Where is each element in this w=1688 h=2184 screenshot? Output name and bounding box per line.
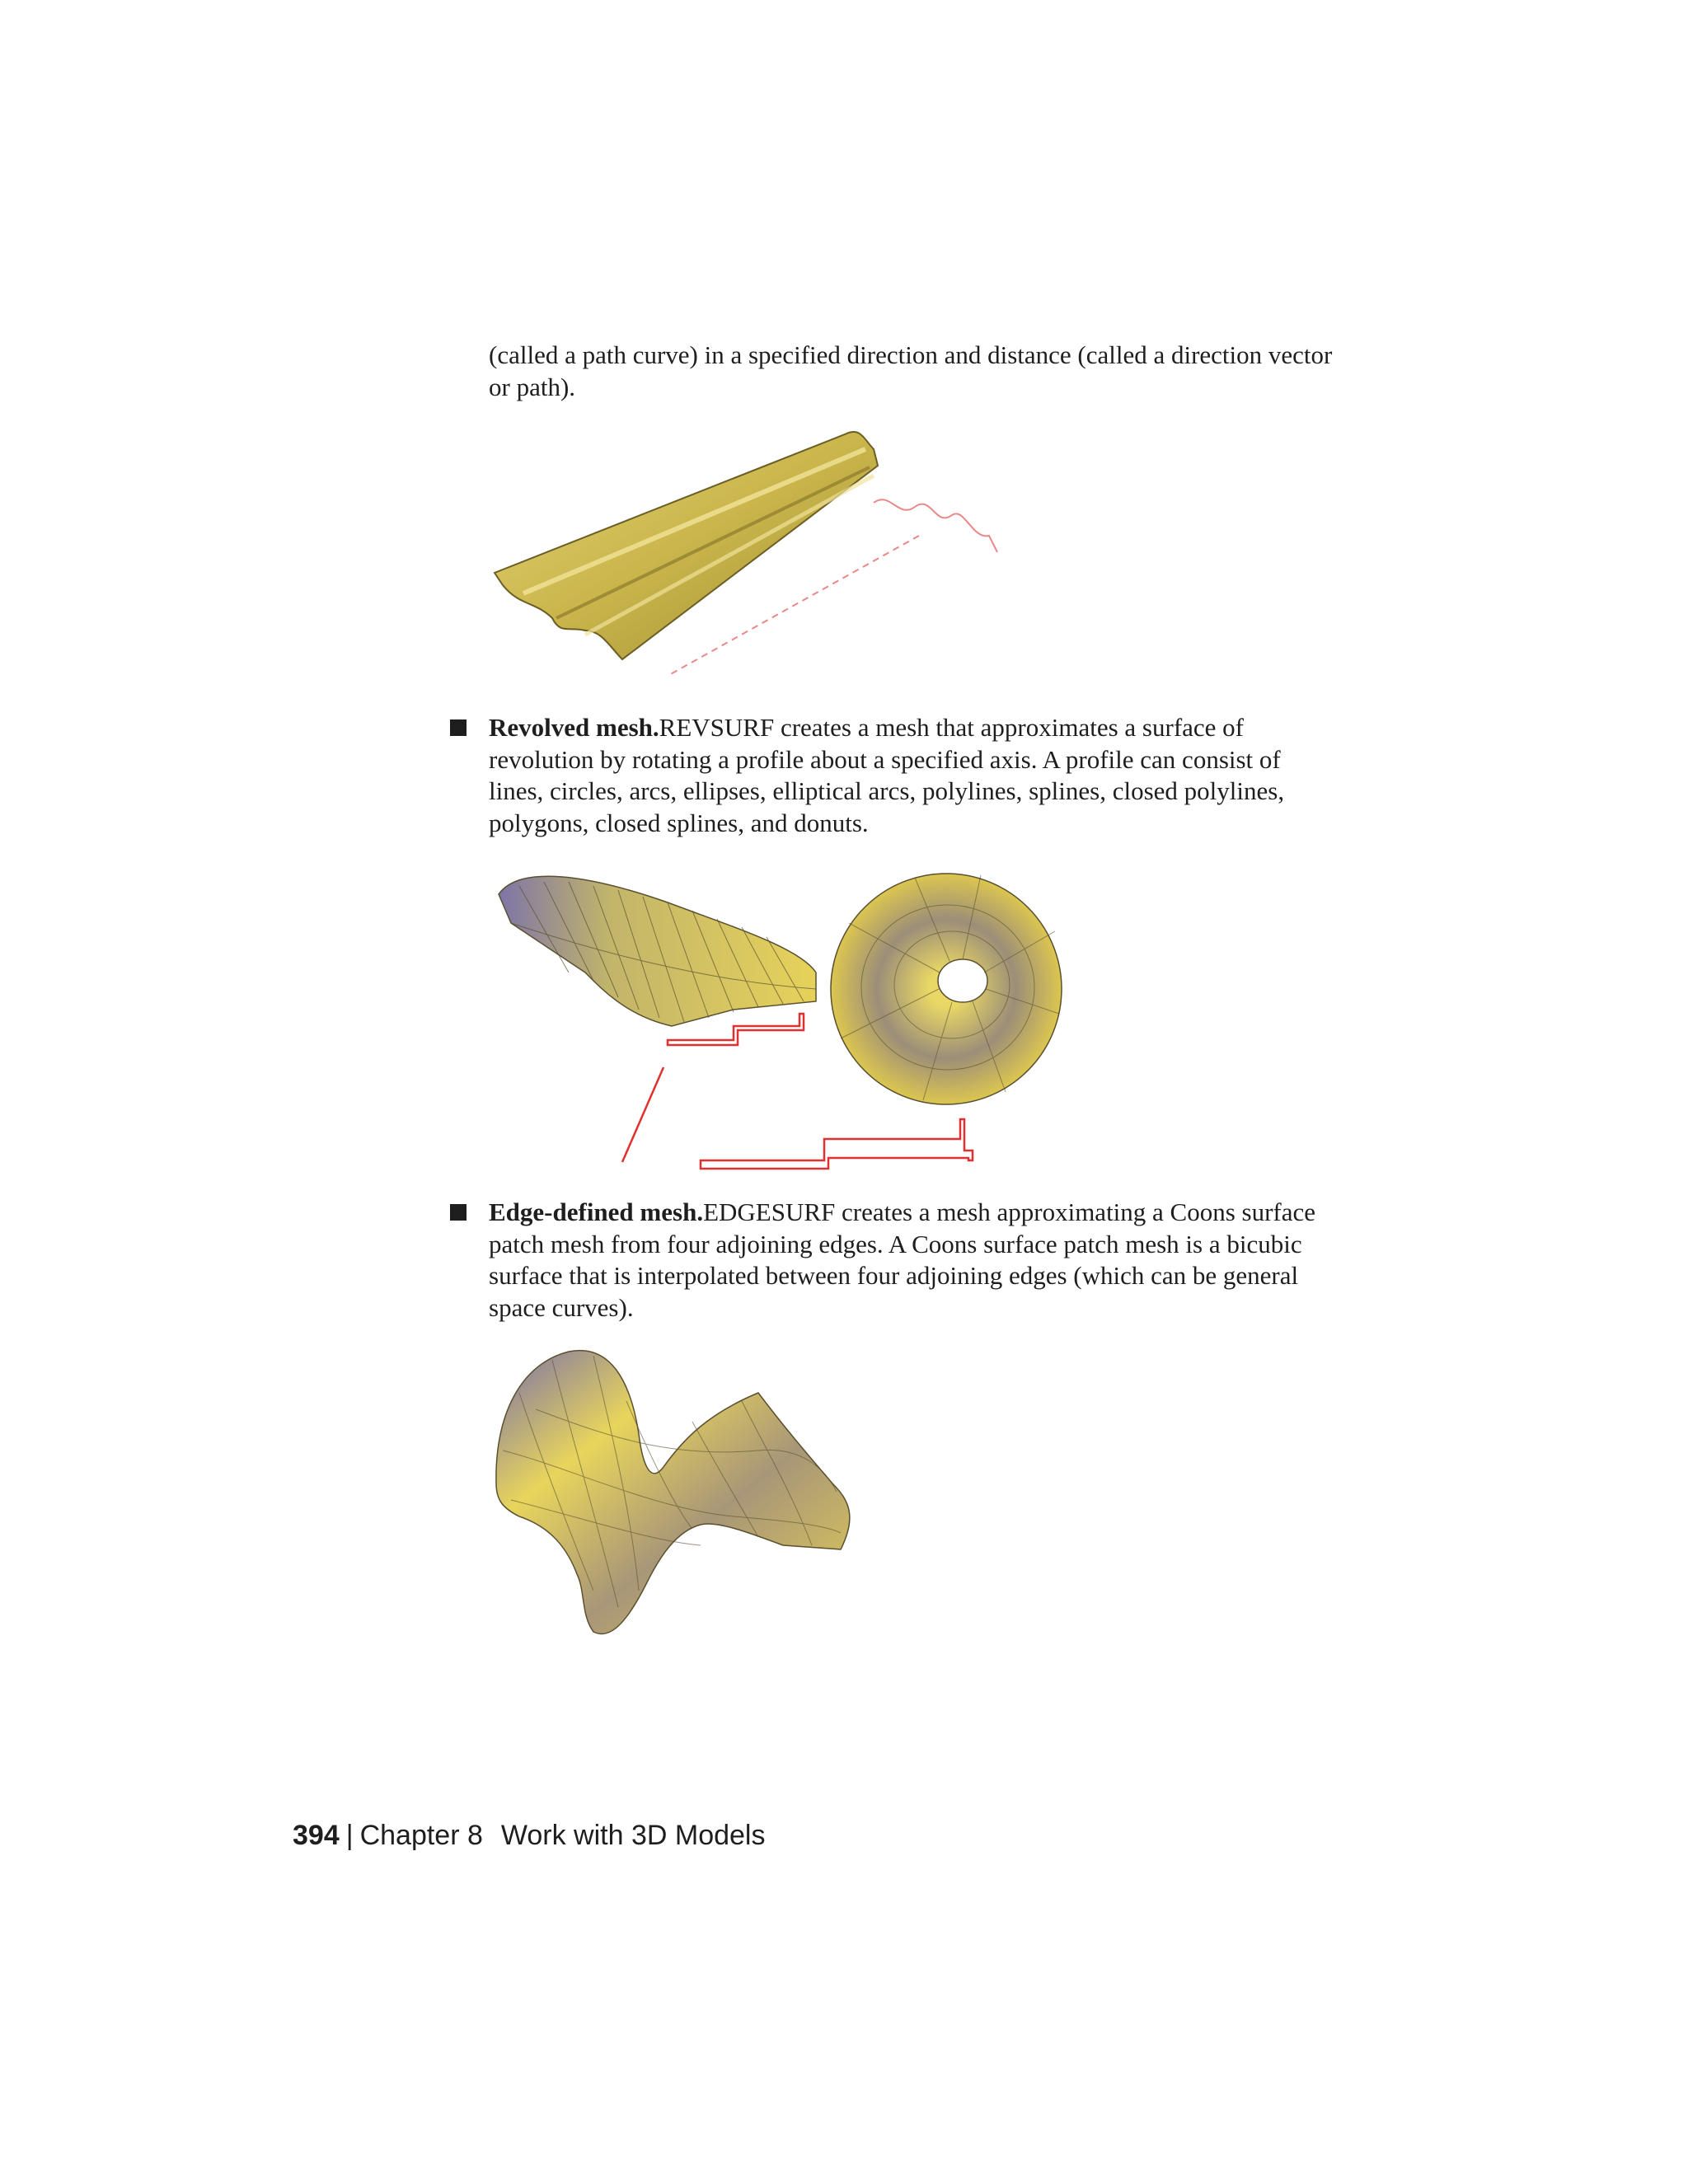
edge-defined-mesh-figure (486, 1343, 931, 1648)
revolved-mesh-term: Revolved mesh. (489, 713, 659, 742)
revolved-mesh-partial (499, 876, 816, 1026)
edge-defined-mesh-term: Edge-defined mesh. (489, 1197, 704, 1226)
bullet-marker (450, 719, 467, 736)
path-curve (874, 499, 997, 552)
footer-separator: | (345, 1820, 354, 1851)
revolved-mesh-full (799, 857, 1080, 1137)
page-footer (293, 1820, 765, 1852)
revolved-mesh-paragraph (489, 712, 1338, 839)
revolved-mesh-figure (486, 857, 1080, 1174)
coons-surface (496, 1351, 850, 1634)
revolved-mesh-text: REVSURF creates a mesh that approximates a surface of revolution by rotating a profile about a specified axis. A profile can consist of lines, circles, arcs, ellipses, elliptical arcs, polylines, splines, closed polylines, polygons, closed splines, and donuts. (489, 713, 1285, 837)
revolution-axis (622, 1067, 663, 1162)
edge-defined-mesh-text: EDGESURF creates a mesh approximating a Coons surface patch mesh from four adjoining edges. A Coons surface patch mesh is a bicubic surface that is interpolated between four adjoining edges (which can be general space curves). (489, 1197, 1316, 1322)
page-number: 394 (293, 1820, 340, 1851)
intro-paragraph: (called a path curve) in a specified direction and distance (called a direction vector or path). (489, 340, 1333, 401)
edge-defined-mesh-paragraph (489, 1197, 1338, 1324)
profile-curve-large (701, 1119, 973, 1169)
bullet-marker (450, 1204, 467, 1221)
tabulated-mesh-figure (486, 424, 1006, 688)
chapter-title: Work with 3D Models (500, 1820, 766, 1851)
chapter-label: Chapter 8 (359, 1820, 483, 1851)
